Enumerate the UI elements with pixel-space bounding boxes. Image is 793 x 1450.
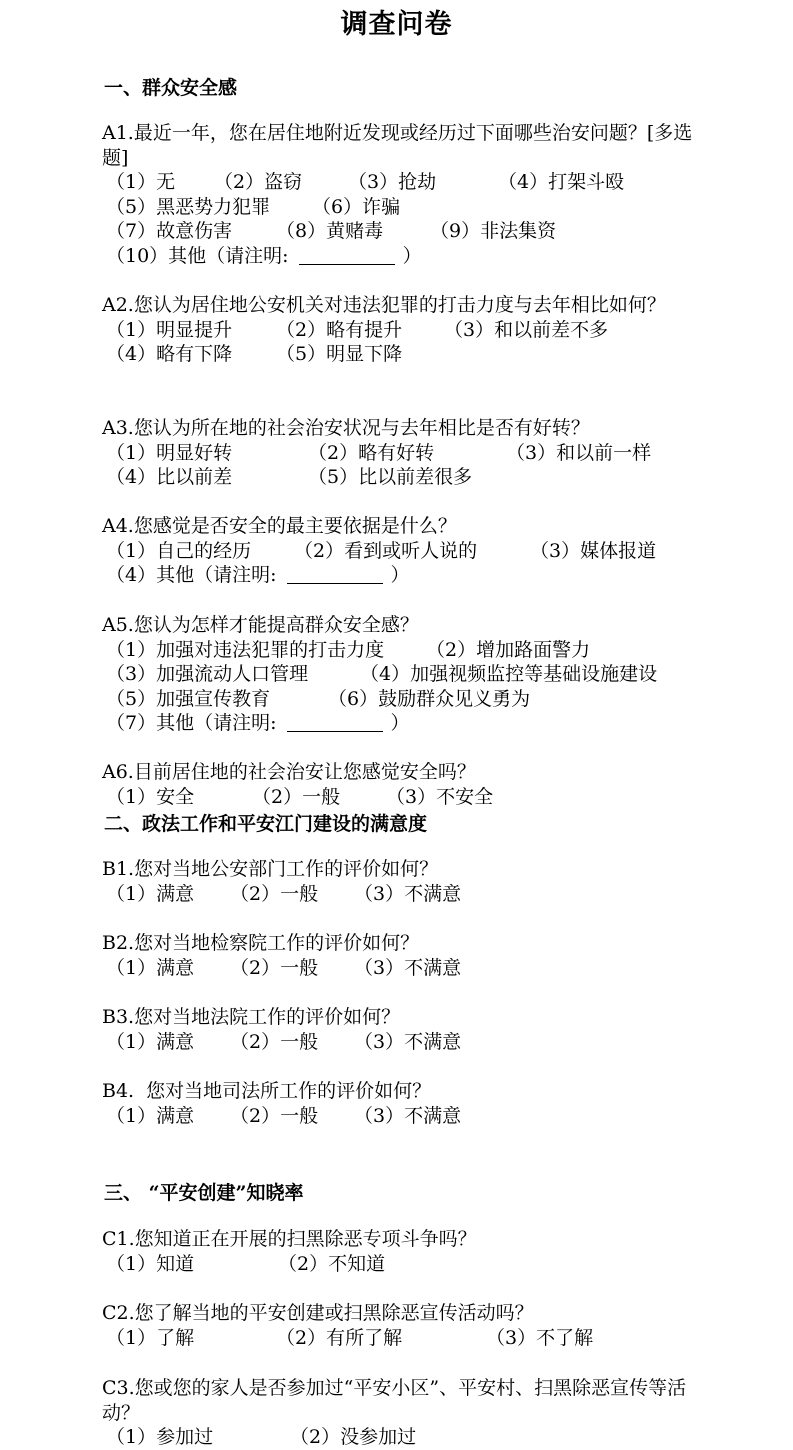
option[interactable]: （4）加强视频监控等基础设施建设 (360, 663, 658, 685)
page-title: 调查问卷 (340, 9, 453, 40)
fill-in-blank[interactable] (287, 713, 383, 732)
question-stem: A4.您感觉是否安全的最主要依据是什么？ (102, 515, 457, 537)
question-stem: B4. 您对当地司法所工作的评价如何？ (102, 1080, 432, 1102)
option-row (102, 1104, 714, 1129)
option-closing: ） (402, 244, 422, 267)
option[interactable]: （2）增加路面警力 (426, 638, 591, 661)
option-row (102, 195, 714, 220)
option-row (102, 1252, 714, 1277)
option[interactable]: （3）抢劫 (348, 171, 437, 193)
question-b1 (102, 857, 714, 906)
question-stem: C3.您或您的家人是否参加过“平安小区”、平安村、扫黑除恶宣传等活动？ (102, 1377, 687, 1424)
option[interactable]: （1）了解 (106, 1326, 195, 1349)
question-stem: A5.您认为怎样才能提高群众安全感？ (102, 614, 419, 636)
question-stem: A6.目前居住地的社会治安让您感觉安全吗？ (102, 761, 476, 783)
fill-in-blank[interactable] (287, 565, 383, 584)
option-row (102, 687, 714, 712)
question-stem: B2.您对当地检察院工作的评价如何？ (102, 932, 420, 954)
option[interactable]: （10）其他（请注明: (106, 244, 289, 267)
option[interactable]: （2）不知道 (278, 1252, 386, 1275)
option[interactable]: （2）有所了解 (276, 1326, 403, 1349)
option[interactable]: （3）不满意 (354, 1030, 462, 1053)
option[interactable]: （4）比以前差 (106, 466, 233, 488)
option[interactable]: （9）非法集资 (430, 220, 557, 242)
question-stem: A3.您认为所在地的社会治安状况与去年相比是否有好转？ (102, 417, 590, 439)
option[interactable]: （2）一般 (252, 785, 341, 808)
option[interactable]: （3）不满意 (354, 882, 462, 905)
section-heading-1: 一、群众安全感 (104, 77, 238, 99)
option[interactable]: （5）比以前差很多 (308, 466, 473, 488)
option[interactable]: （1）安全 (106, 785, 195, 808)
option-row (102, 318, 714, 343)
option[interactable]: （5）明显下降 (276, 343, 403, 365)
option[interactable]: （7）其他（请注明: (106, 712, 277, 734)
section-heading-3: 三、 “平安创建”知晓率 (104, 1182, 304, 1204)
question-a2 (102, 293, 714, 367)
option[interactable]: （2）一般 (230, 1030, 319, 1053)
option-row (102, 441, 714, 466)
option[interactable]: （1）加强对违法犯罪的打击力度 (106, 638, 385, 661)
option[interactable]: （2）略有提升 (276, 318, 403, 341)
option[interactable]: （3）不满意 (354, 1104, 462, 1127)
option[interactable]: （1）满意 (106, 882, 195, 905)
question-b3 (102, 1005, 714, 1054)
option[interactable]: （3）加强流动人口管理 (106, 663, 309, 685)
option[interactable]: （1）明显提升 (106, 318, 233, 341)
option[interactable]: （1）满意 (106, 1030, 195, 1053)
option-closing: ） (390, 712, 410, 734)
question-a4 (102, 514, 714, 588)
option-row (102, 785, 714, 810)
option[interactable]: （6）鼓励群众见义勇为 (328, 687, 531, 710)
option[interactable]: （2）一般 (230, 1104, 319, 1127)
option[interactable]: （1）满意 (106, 956, 195, 979)
option-row (102, 170, 714, 195)
option[interactable]: （1）无 (106, 171, 176, 193)
option[interactable]: （1）满意 (106, 1104, 195, 1127)
option-row (102, 711, 714, 736)
option[interactable]: （3）媒体报道 (530, 539, 657, 562)
question-stem: C1.您知道正在开展的扫黑除恶专项斗争吗？ (102, 1228, 477, 1250)
option[interactable]: （8）黄赌毒 (276, 220, 384, 242)
question-b2 (102, 931, 714, 980)
option-closing: ） (390, 564, 410, 586)
option[interactable]: （4）打架斗殴 (498, 171, 625, 193)
option-row (102, 563, 714, 588)
question-stem: B3.您对当地法院工作的评价如何？ (102, 1006, 401, 1028)
option-row (102, 662, 714, 687)
question-a5 (102, 613, 714, 736)
option-row (102, 219, 714, 244)
option[interactable]: （2）看到或听人说的 (294, 539, 478, 562)
option-row (102, 1326, 714, 1351)
option[interactable]: （3）不安全 (386, 785, 494, 808)
option-row (102, 956, 714, 981)
option[interactable]: （3）和以前差不多 (444, 318, 609, 341)
option[interactable]: （3）不满意 (354, 956, 462, 979)
option[interactable]: （3）不了解 (486, 1326, 594, 1349)
question-stem: A2.您认为居住地公安机关对违法犯罪的打击力度与去年相比如何？ (102, 294, 666, 316)
option[interactable]: （1）明显好转 (106, 441, 233, 464)
option[interactable]: （2）略有好转 (308, 441, 435, 464)
option-row (102, 882, 714, 907)
option-row (102, 1425, 714, 1450)
fill-in-blank[interactable] (299, 246, 395, 265)
option[interactable]: （5）加强宣传教育 (106, 687, 271, 710)
option-row (102, 342, 714, 367)
question-stem: C2.您了解当地的平安创建或扫黑除恶宣传活动吗？ (102, 1302, 534, 1324)
option[interactable]: （1）知道 (106, 1252, 195, 1275)
option-row (102, 1030, 714, 1055)
question-stem: A1.最近一年，您在居住地附近发现或经历过下面哪些治安问题？[多选题] (102, 122, 693, 169)
option-row (102, 539, 714, 564)
option[interactable]: （2）一般 (230, 882, 319, 905)
question-c3 (102, 1376, 714, 1450)
option[interactable]: （6）诈骗 (312, 195, 401, 218)
option[interactable]: （1）参加过 (106, 1426, 214, 1448)
option-row (102, 638, 714, 663)
question-a6 (102, 760, 714, 809)
question-a1 (102, 121, 714, 268)
option[interactable]: （2）一般 (230, 956, 319, 979)
option-row (102, 244, 714, 269)
option[interactable]: （3）和以前一样 (506, 441, 652, 464)
option[interactable]: （7）故意伤害 (106, 220, 233, 242)
question-stem: B1.您对当地公安部门工作的评价如何？ (102, 858, 439, 880)
option[interactable]: （5）黑恶势力犯罪 (106, 195, 271, 218)
option[interactable]: （1）自己的经历 (106, 539, 252, 562)
question-b4 (102, 1079, 714, 1128)
question-c1 (102, 1227, 714, 1276)
option[interactable]: （2）没参加过 (290, 1426, 417, 1448)
question-c2 (102, 1301, 714, 1350)
question-a3 (102, 416, 714, 490)
option[interactable]: （4）略有下降 (106, 343, 233, 365)
option[interactable]: （4）其他（请注明: (106, 564, 277, 586)
option-row (102, 465, 714, 490)
section-heading-2: 二、政法工作和平安江门建设的满意度 (104, 813, 428, 835)
option[interactable]: （2）盗窃 (214, 171, 303, 193)
